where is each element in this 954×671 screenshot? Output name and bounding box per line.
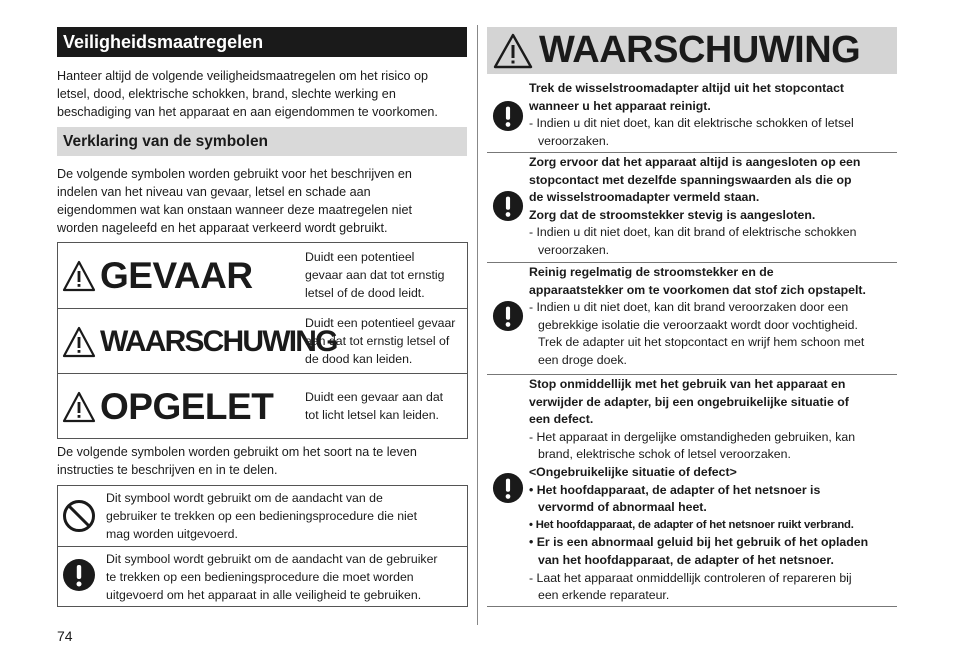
level-word: WAARSCHUWING [100, 324, 337, 358]
warning-line: Trek de wisselstroomadapter altijd uit het stopcontact [529, 81, 845, 95]
warning-triangle-icon [62, 260, 96, 292]
warning-item-text [529, 80, 897, 150]
hazard-levels-table [57, 242, 468, 439]
intro-paragraph: Hanteer altijd de volgende veiligheidsmaatregelen om het risico op letsel, dood, elektrische schokken, brand, slechte werking en beschadiging van het apparaat en aan eigendommen te voorkomen. [57, 69, 438, 119]
warning-line: wanneer u het apparaat reinigt. [529, 98, 711, 113]
mandatory-icon [492, 300, 524, 332]
warning-line: Zorg ervoor dat het apparaat altijd is aangesloten op een [529, 155, 861, 169]
warning-line: de wisselstroomadapter vermeld staan. [529, 190, 760, 205]
level-row-warning [58, 308, 467, 374]
warning-item [487, 262, 897, 375]
warning-triangle-icon [62, 326, 96, 358]
symbols-intro-paragraph: De volgende symbolen worden gebruikt voor het beschrijven en indelen van het niveau van gevaar, letsel en schade aan eigendommen wat kan onstaan wanneer deze maatregelen niet worden nageleefd en het apparaat verkeerd wordt gebruikt. [57, 167, 412, 235]
warning-line: <Ongebruikelijke situatie of defect> [529, 464, 737, 479]
warning-line: - Het apparaat in dergelijke omstandigheden gebruiken, kan [529, 429, 856, 444]
warning-line: een defect. [529, 412, 594, 427]
level-row-danger [58, 243, 467, 308]
warning-line: - Indien u dit niet doet, kan dit elektrische schokken of letsel [529, 116, 854, 131]
instructions-intro-paragraph: De volgende symbolen worden gebruikt om het soort na te leven instructies te beschrijven en in te delen. [57, 445, 417, 477]
warning-line: veroorzaken. [538, 133, 610, 148]
warning-line: - Indien u dit niet doet, kan dit brand of elektrische schokken [529, 225, 857, 240]
warning-line: gebrekkige isolatie die veroorzaakt wordt door vochtigheid. [538, 317, 858, 332]
warning-line: • Het hoofdapparaat, de adapter of het netsnoer ruikt verbrand. [529, 518, 854, 531]
warning-item [487, 78, 897, 153]
instruction-row-prohibited: Dit symbool wordt gebruikt om de aandacht van de gebruiker te trekken op een bedieningsprocedure die niet mag worden uitgevoerd. [58, 486, 467, 547]
column-divider [477, 25, 478, 625]
warning-line: Zorg dat de stroomstekker stevig is aangesloten. [529, 207, 816, 222]
warning-line: van het hoofdapparaat, de adapter of het netsnoer. [538, 552, 834, 567]
level-description: Duidt een potentieel gevaar aan dat tot ernstig letsel of de dood leidt. [305, 250, 445, 300]
warning-item-text [529, 376, 897, 605]
warning-triangle-icon [493, 33, 533, 69]
level-row-caution [58, 373, 467, 439]
section-title: Veiligheidsmaatregelen [57, 27, 467, 57]
warning-line: Stop onmiddellijk met het gebruik van het apparaat en [529, 377, 846, 391]
subsection-title: Verklaring van de symbolen [57, 127, 467, 156]
level-word: GEVAAR [100, 254, 253, 296]
warning-line: Trek de adapter uit het stopcontact en wrijf hem schoon met [538, 335, 865, 350]
warning-line: - Laat het apparaat onmiddellijk controleren of repareren bij [529, 570, 852, 585]
warning-triangle-icon [62, 391, 96, 423]
warning-header-title: WAARSCHUWING [539, 29, 861, 71]
instruction-row-mandatory: Dit symbool wordt gebruikt om de aandacht van de gebruiker te trekken op een bedieningsprocedure die moet worden uitgevoerd om het apparaat in alle veiligheid te gebruiken. [58, 547, 467, 606]
level-description: Duidt een gevaar aan dat tot licht letsel kan leiden. [305, 390, 444, 422]
warning-item-text [529, 154, 897, 260]
warning-line: verwijder de adapter, bij een ongebruikelijke situatie of [529, 394, 849, 409]
prohibition-icon [62, 499, 96, 533]
mandatory-icon [492, 100, 524, 132]
warning-item [487, 374, 897, 607]
warning-header [487, 27, 897, 74]
mandatory-icon [62, 558, 96, 592]
warning-line: - Indien u dit niet doet, kan dit brand veroorzaken door een [529, 300, 849, 315]
warning-item [487, 152, 897, 263]
mandatory-icon [492, 190, 524, 222]
warning-line: • Er is een abnormaal geluid bij het gebruik of het opladen [529, 535, 869, 550]
warning-line: vervormd of abnormaal heet. [538, 500, 707, 515]
warning-line: stopcontact met dezelfde spanningswaarden als die op [529, 172, 852, 187]
warning-line: een erkende reparateur. [538, 588, 670, 603]
warning-line: apparaatstekker om te voorkomen dat stof zich opstapelt. [529, 282, 866, 297]
warning-item-text [529, 264, 897, 370]
warning-line: brand, elektrische schok of letsel veroorzaken. [538, 447, 791, 462]
instruction-symbols-table [57, 485, 468, 607]
warning-line: Reinig regelmatig de stroomstekker en de [529, 265, 774, 279]
warning-line: • Het hoofdapparaat, de adapter of het netsnoer is [529, 482, 821, 497]
mandatory-icon [492, 472, 524, 504]
level-word: OPGELET [100, 385, 274, 427]
page-number: 74 [57, 628, 73, 644]
warning-line: veroorzaken. [538, 242, 610, 257]
warning-line: een droge doek. [538, 352, 627, 367]
level-description: Duidt een potentieel gevaar aan dat tot ernstig letsel of de dood kan leiden. [305, 316, 456, 366]
